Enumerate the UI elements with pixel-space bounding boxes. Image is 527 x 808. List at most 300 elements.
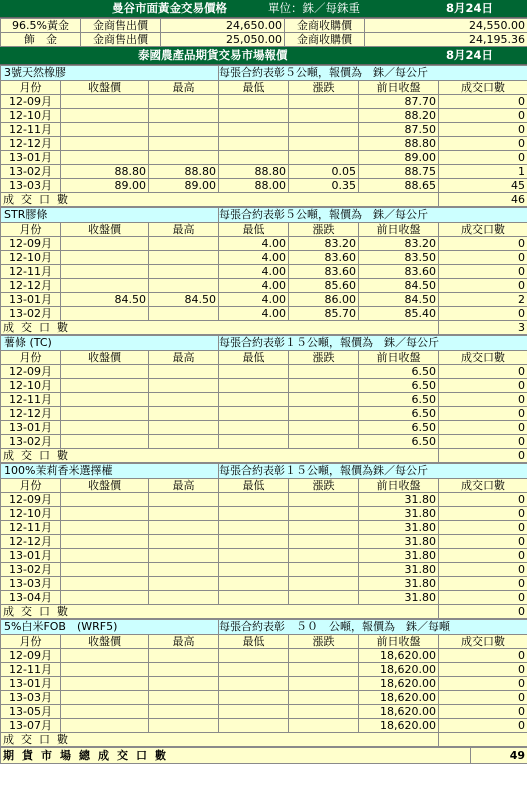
section-name: 5%白米FOB (WRF5): [1, 620, 219, 635]
cell-value: 83.60: [289, 251, 359, 265]
cell-value: [61, 95, 149, 109]
buy-label: 金商收購價: [285, 33, 365, 47]
contract-month: 12-12月: [1, 407, 61, 421]
column-header: 前日收盤: [359, 351, 439, 365]
table-row: [1, 677, 527, 691]
cell-value: 4.00: [219, 237, 289, 251]
cell-value: 88.20: [359, 109, 439, 123]
cell-value: 18,620.00: [359, 649, 439, 663]
cell-value: 0: [439, 549, 527, 563]
cell-value: [149, 393, 219, 407]
cell-value: [61, 691, 149, 705]
cell-value: [149, 123, 219, 137]
cell-value: [219, 407, 289, 421]
cell-value: 0: [439, 563, 527, 577]
cell-value: [219, 393, 289, 407]
column-header: 最低: [219, 351, 289, 365]
cell-value: [289, 137, 359, 151]
cell-value: 6.50: [359, 379, 439, 393]
cell-value: 6.50: [359, 435, 439, 449]
table-row: [1, 407, 527, 421]
section-name: 3號天然橡膠: [1, 66, 219, 81]
cell-value: [289, 663, 359, 677]
cell-value: [61, 663, 149, 677]
table-row: [1, 691, 527, 705]
cell-value: [289, 407, 359, 421]
cell-value: [289, 521, 359, 535]
table-row: [1, 265, 527, 279]
cell-value: 4.00: [219, 293, 289, 307]
cell-value: [219, 691, 289, 705]
cell-value: 88.80: [61, 165, 149, 179]
cell-value: [61, 507, 149, 521]
section-contract-note: 每張合約表彰１５公噸，報價為銖／每公斤: [219, 464, 527, 479]
cell-value: 88.65: [359, 179, 439, 193]
cell-value: 89.00: [149, 179, 219, 193]
table-row: [1, 649, 527, 663]
table-row: [1, 123, 527, 137]
cell-value: [289, 691, 359, 705]
cell-value: [219, 563, 289, 577]
table-row: [1, 421, 527, 435]
section-contract-note: 每張合約表彰５公噸，報價為 銖／每公斤: [219, 66, 527, 81]
cell-value: 0: [439, 251, 527, 265]
volume-label: 成交口數: [1, 733, 439, 747]
column-header-row: [1, 81, 527, 95]
buy-price: 24,550.00: [365, 19, 527, 33]
cell-value: 18,620.00: [359, 663, 439, 677]
cell-value: [149, 365, 219, 379]
cell-value: [149, 137, 219, 151]
cell-value: [149, 591, 219, 605]
cell-value: 0: [439, 137, 527, 151]
column-header-row: [1, 351, 527, 365]
cell-value: [61, 123, 149, 137]
contract-month: 13-02月: [1, 563, 61, 577]
cell-value: [149, 507, 219, 521]
cell-value: [219, 95, 289, 109]
contract-month: 13-07月: [1, 719, 61, 733]
table-row: [1, 165, 527, 179]
buy-price: 24,195.36: [365, 33, 527, 47]
table-row: [1, 435, 527, 449]
cell-value: 87.50: [359, 123, 439, 137]
cell-value: [61, 577, 149, 591]
cell-value: [219, 507, 289, 521]
cell-value: [61, 719, 149, 733]
cell-value: [219, 719, 289, 733]
section-name: STR膠條: [1, 208, 219, 223]
cell-value: [289, 549, 359, 563]
cell-value: [149, 407, 219, 421]
column-header: 收盤價: [61, 81, 149, 95]
cell-value: 2: [439, 293, 527, 307]
cell-value: [149, 719, 219, 733]
futures-section-table: [0, 207, 527, 335]
volume-label: 成交口數: [1, 605, 439, 619]
cell-value: [219, 379, 289, 393]
cell-value: 0: [439, 507, 527, 521]
cell-value: [219, 493, 289, 507]
cell-value: [149, 521, 219, 535]
column-header: 前日收盤: [359, 479, 439, 493]
cell-value: [219, 705, 289, 719]
section-contract-note: 每張合約表彰 ５０ 公噸，報價為 銖／每噸: [219, 620, 527, 635]
cell-value: 18,620.00: [359, 705, 439, 719]
table-row: [1, 151, 527, 165]
cell-value: 0: [439, 407, 527, 421]
cell-value: 88.00: [219, 179, 289, 193]
column-header: 漲跌: [289, 223, 359, 237]
cell-value: 0: [439, 577, 527, 591]
cell-value: [219, 677, 289, 691]
cell-value: [219, 649, 289, 663]
cell-value: [149, 493, 219, 507]
cell-value: 0: [439, 649, 527, 663]
column-header: 成交口數: [439, 635, 527, 649]
cell-value: [61, 649, 149, 663]
cell-value: [289, 123, 359, 137]
cell-value: 84.50: [359, 293, 439, 307]
cell-value: [61, 563, 149, 577]
contract-month: 13-04月: [1, 591, 61, 605]
contract-month: 13-02月: [1, 307, 61, 321]
cell-value: 83.60: [289, 265, 359, 279]
cell-value: [61, 677, 149, 691]
column-header: 最高: [149, 635, 219, 649]
volume-label: 成交口數: [1, 321, 439, 335]
cell-value: [149, 535, 219, 549]
cell-value: [149, 677, 219, 691]
contract-month: 12-11月: [1, 393, 61, 407]
table-row: [1, 535, 527, 549]
section-volume-row: [1, 733, 527, 747]
column-header: 成交口數: [439, 223, 527, 237]
column-header: 最低: [219, 223, 289, 237]
table-row: [1, 507, 527, 521]
cell-value: [289, 649, 359, 663]
column-header: 月份: [1, 223, 61, 237]
contract-month: 13-03月: [1, 577, 61, 591]
cell-value: 0: [439, 677, 527, 691]
cell-value: [149, 109, 219, 123]
section-contract-note: 每張合約表彰５公噸，報價為 銖／每公斤: [219, 208, 527, 223]
cell-value: 0: [439, 435, 527, 449]
cell-value: 31.80: [359, 577, 439, 591]
cell-value: [289, 435, 359, 449]
sell-label: 金商售出價: [81, 33, 161, 47]
cell-value: 31.80: [359, 549, 439, 563]
table-row: [1, 563, 527, 577]
cell-value: [61, 393, 149, 407]
table-row: [1, 393, 527, 407]
section-volume-row: [1, 605, 527, 619]
contract-month: 12-12月: [1, 535, 61, 549]
contract-month: 12-11月: [1, 663, 61, 677]
cell-value: [61, 705, 149, 719]
cell-value: 85.60: [289, 279, 359, 293]
cell-value: [61, 265, 149, 279]
futures-header: [0, 47, 527, 65]
table-row: [1, 109, 527, 123]
section-contract-note: 每張合約表彰１５公噸，報價為 銖／每公斤: [219, 336, 527, 351]
cell-value: [289, 95, 359, 109]
cell-value: 84.50: [359, 279, 439, 293]
cell-value: [289, 493, 359, 507]
table-row: [1, 549, 527, 563]
cell-value: [149, 307, 219, 321]
cell-value: [289, 563, 359, 577]
section-name: 薯條 (TC): [1, 336, 219, 351]
column-header: 收盤價: [61, 479, 149, 493]
cell-value: [61, 379, 149, 393]
table-row: [1, 493, 527, 507]
section-header: [1, 66, 527, 81]
grand-total-label: 期貨市場總成交口數: [1, 748, 471, 764]
section-header: [1, 208, 527, 223]
table-row: [1, 577, 527, 591]
column-header: 收盤價: [61, 635, 149, 649]
cell-value: [61, 137, 149, 151]
cell-value: [219, 137, 289, 151]
sell-price: 24,650.00: [161, 19, 285, 33]
column-header: 收盤價: [61, 351, 149, 365]
gold-price-table: [0, 18, 527, 47]
cell-value: [149, 379, 219, 393]
cell-value: 88.80: [359, 137, 439, 151]
contract-month: 13-01月: [1, 549, 61, 563]
cell-value: [289, 535, 359, 549]
gold-title: 曼谷市面黃金交易價格: [112, 1, 227, 15]
column-header: 最低: [219, 479, 289, 493]
table-row: [1, 365, 527, 379]
contract-month: 12-09月: [1, 365, 61, 379]
contract-month: 12-09月: [1, 95, 61, 109]
column-header: 前日收盤: [359, 223, 439, 237]
table-row: [1, 237, 527, 251]
cell-value: [219, 535, 289, 549]
cell-value: [149, 151, 219, 165]
cell-value: 31.80: [359, 535, 439, 549]
grand-total-value: 49: [471, 748, 527, 764]
cell-value: 84.50: [61, 293, 149, 307]
cell-value: [149, 563, 219, 577]
cell-value: [61, 279, 149, 293]
cell-value: [149, 649, 219, 663]
column-header: 漲跌: [289, 351, 359, 365]
futures-section-table: [0, 335, 527, 463]
cell-value: 84.50: [149, 293, 219, 307]
column-header: 最高: [149, 479, 219, 493]
cell-value: 88.80: [149, 165, 219, 179]
cell-value: [289, 677, 359, 691]
cell-value: [219, 549, 289, 563]
column-header: 最低: [219, 635, 289, 649]
grand-total-row: [1, 748, 527, 764]
table-row: [1, 719, 527, 733]
futures-section-table: [0, 463, 527, 619]
contract-month: 12-11月: [1, 521, 61, 535]
column-header: 月份: [1, 635, 61, 649]
column-header: 漲跌: [289, 635, 359, 649]
cell-value: 83.50: [359, 251, 439, 265]
table-row: [1, 279, 527, 293]
section-name: 100%茉莉香米選擇權: [1, 464, 219, 479]
gold-unit: 單位：銖／每銖重: [268, 1, 360, 15]
column-header: 前日收盤: [359, 635, 439, 649]
column-header: 月份: [1, 81, 61, 95]
cell-value: [219, 591, 289, 605]
contract-month: 13-01月: [1, 293, 61, 307]
cell-value: [219, 435, 289, 449]
cell-value: 0: [439, 493, 527, 507]
volume-total: 0: [439, 605, 527, 619]
cell-value: 0: [439, 719, 527, 733]
gold-type: 96.5%黃金: [1, 19, 81, 33]
contract-month: 13-01月: [1, 421, 61, 435]
cell-value: [61, 591, 149, 605]
cell-value: 0.35: [289, 179, 359, 193]
table-row: [1, 293, 527, 307]
contract-month: 12-10月: [1, 109, 61, 123]
cell-value: 0: [439, 123, 527, 137]
cell-value: [61, 549, 149, 563]
cell-value: 0: [439, 151, 527, 165]
volume-total: [439, 733, 527, 747]
cell-value: 0: [439, 663, 527, 677]
column-header: 月份: [1, 479, 61, 493]
cell-value: [219, 109, 289, 123]
cell-value: 85.40: [359, 307, 439, 321]
cell-value: [61, 307, 149, 321]
cell-value: 0: [439, 393, 527, 407]
cell-value: 4.00: [219, 279, 289, 293]
volume-label: 成交口數: [1, 193, 439, 207]
cell-value: [149, 95, 219, 109]
cell-value: 0: [439, 691, 527, 705]
cell-value: 83.20: [359, 237, 439, 251]
contract-month: 13-02月: [1, 435, 61, 449]
cell-value: 31.80: [359, 507, 439, 521]
column-header-row: [1, 223, 527, 237]
cell-value: [289, 577, 359, 591]
buy-label: 金商收購價: [285, 19, 365, 33]
cell-value: [61, 435, 149, 449]
cell-value: 18,620.00: [359, 691, 439, 705]
volume-total: 3: [439, 321, 527, 335]
cell-value: [149, 237, 219, 251]
cell-value: [289, 109, 359, 123]
cell-value: 0: [439, 705, 527, 719]
cell-value: 31.80: [359, 493, 439, 507]
futures-date: 8月24日: [446, 48, 494, 62]
futures-title: 泰國農產品期貨交易市場報價: [138, 48, 288, 62]
cell-value: 6.50: [359, 365, 439, 379]
cell-value: [61, 421, 149, 435]
cell-value: 45: [439, 179, 527, 193]
section-volume-row: [1, 449, 527, 463]
column-header: 收盤價: [61, 223, 149, 237]
cell-value: [149, 549, 219, 563]
cell-value: 88.80: [219, 165, 289, 179]
cell-value: [289, 379, 359, 393]
sell-label: 金商售出價: [81, 19, 161, 33]
cell-value: 0: [439, 521, 527, 535]
cell-value: 0: [439, 307, 527, 321]
column-header: 最高: [149, 223, 219, 237]
gold-price-header: [0, 0, 527, 18]
contract-month: 12-09月: [1, 493, 61, 507]
cell-value: [149, 251, 219, 265]
cell-value: 87.70: [359, 95, 439, 109]
table-row: [1, 379, 527, 393]
cell-value: [149, 265, 219, 279]
column-header-row: [1, 635, 527, 649]
column-header: 最低: [219, 81, 289, 95]
cell-value: 0.05: [289, 165, 359, 179]
cell-value: 0: [439, 237, 527, 251]
cell-value: [149, 663, 219, 677]
cell-value: [149, 691, 219, 705]
sell-price: 25,050.00: [161, 33, 285, 47]
column-header: 月份: [1, 351, 61, 365]
volume-label: 成交口數: [1, 449, 439, 463]
contract-month: 12-10月: [1, 507, 61, 521]
contract-month: 12-11月: [1, 265, 61, 279]
cell-value: [289, 365, 359, 379]
cell-value: 4.00: [219, 307, 289, 321]
column-header: 最高: [149, 351, 219, 365]
contract-month: 12-09月: [1, 237, 61, 251]
cell-value: 31.80: [359, 591, 439, 605]
cell-value: 6.50: [359, 393, 439, 407]
cell-value: 0: [439, 535, 527, 549]
cell-value: 0: [439, 365, 527, 379]
cell-value: [149, 577, 219, 591]
table-row: [1, 137, 527, 151]
table-row: [1, 179, 527, 193]
cell-value: 86.00: [289, 293, 359, 307]
cell-value: 0: [439, 379, 527, 393]
cell-value: [61, 109, 149, 123]
cell-value: [219, 151, 289, 165]
cell-value: [61, 407, 149, 421]
cell-value: 88.75: [359, 165, 439, 179]
cell-value: 6.50: [359, 407, 439, 421]
column-header: 漲跌: [289, 479, 359, 493]
contract-month: 13-05月: [1, 705, 61, 719]
cell-value: 0: [439, 591, 527, 605]
cell-value: [289, 719, 359, 733]
volume-total: 46: [439, 193, 527, 207]
contract-month: 13-01月: [1, 151, 61, 165]
contract-month: 12-10月: [1, 251, 61, 265]
cell-value: 0: [439, 95, 527, 109]
contract-month: 13-01月: [1, 677, 61, 691]
cell-value: 85.70: [289, 307, 359, 321]
column-header: 最高: [149, 81, 219, 95]
cell-value: 89.00: [359, 151, 439, 165]
column-header: 前日收盤: [359, 81, 439, 95]
table-row: [1, 307, 527, 321]
cell-value: [289, 151, 359, 165]
cell-value: 31.80: [359, 563, 439, 577]
contract-month: 13-03月: [1, 179, 61, 193]
column-header: 成交口數: [439, 81, 527, 95]
cell-value: 0: [439, 421, 527, 435]
table-row: [1, 705, 527, 719]
contract-month: 12-11月: [1, 123, 61, 137]
